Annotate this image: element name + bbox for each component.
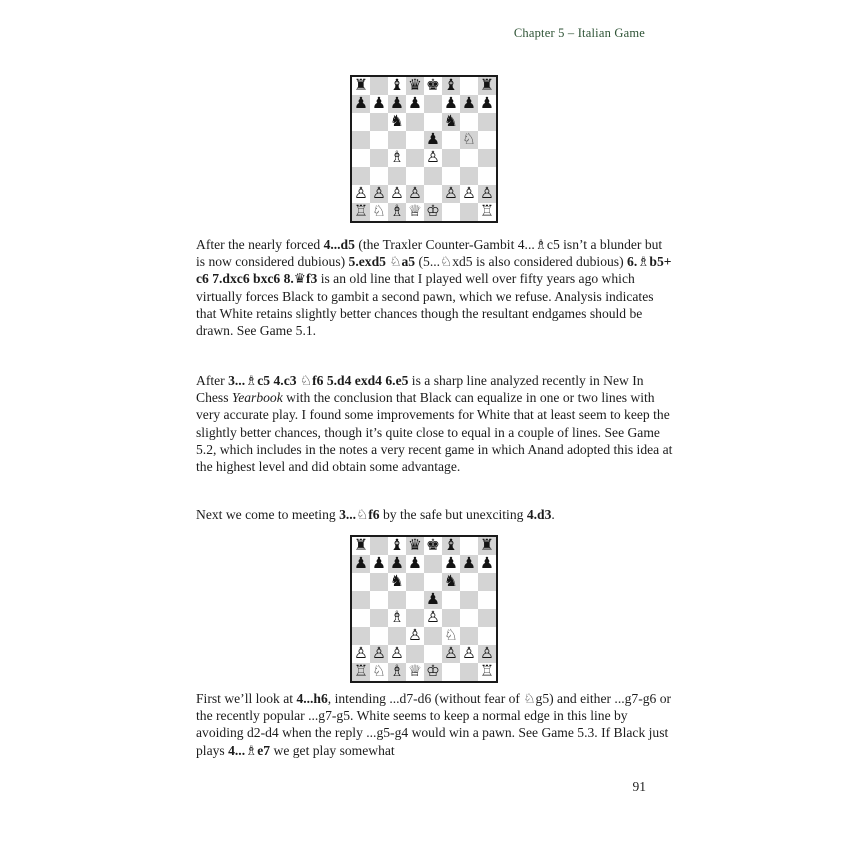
square-e7: [424, 95, 442, 113]
body-text: After: [196, 373, 229, 388]
square-a4: [352, 609, 370, 627]
white-bishop-icon: ♗: [390, 202, 404, 221]
body-text: , intending ...d7-d6 (without fear of ♘g5) and either ...g7-g6 or the recently popular ...g7-g5. White seems to keep a normal edge in this line by avoiding d2-d4 when the reply ...g5-g4 would win a pawn. See Game 5.3. If Black just plays: [196, 691, 672, 758]
square-h4: [478, 609, 496, 627]
square-e2: [424, 645, 442, 663]
square-a8: [352, 77, 370, 95]
white-rook-icon: ♖: [480, 662, 494, 681]
paragraph-4h6-game-5-3: [196, 690, 674, 759]
black-bishop-icon: ♝: [444, 76, 458, 95]
italic-text: Yearbook: [231, 390, 283, 406]
black-pawn-icon: ♟: [408, 554, 422, 573]
black-rook-icon: ♜: [354, 76, 368, 95]
body-text: Next we come to meeting: [196, 507, 340, 522]
white-pawn-icon: ♙: [462, 644, 476, 663]
square-e4: [424, 149, 442, 167]
move-notation: 6.♗b5+ c6 7.dxc6 bxc6 8.♛f3: [196, 254, 672, 287]
square-d8: [406, 77, 424, 95]
body-text: .: [551, 507, 555, 522]
square-c7: [388, 95, 406, 113]
white-pawn-icon: ♙: [408, 626, 422, 645]
square-e6: [424, 573, 442, 591]
square-f5: [442, 131, 460, 149]
square-b6: [370, 113, 388, 131]
black-pawn-icon: ♟: [480, 554, 494, 573]
square-c1: [388, 663, 406, 681]
square-e1: [424, 203, 442, 221]
square-h8: [478, 77, 496, 95]
white-pawn-icon: ♙: [480, 184, 494, 203]
square-d8: [406, 537, 424, 555]
square-d6: [406, 573, 424, 591]
square-a6: [352, 573, 370, 591]
square-d6: [406, 113, 424, 131]
square-e7: [424, 555, 442, 573]
square-c1: [388, 203, 406, 221]
square-b4: [370, 149, 388, 167]
black-pawn-icon: ♟: [372, 94, 386, 113]
white-pawn-icon: ♙: [480, 644, 494, 663]
white-knight-icon: ♘: [372, 662, 386, 681]
black-pawn-icon: ♟: [354, 554, 368, 573]
square-b5: [370, 591, 388, 609]
white-pawn-icon: ♙: [372, 644, 386, 663]
white-bishop-icon: ♗: [390, 608, 404, 627]
square-a2: [352, 185, 370, 203]
square-b6: [370, 573, 388, 591]
square-a8: [352, 537, 370, 555]
square-f8: [442, 77, 460, 95]
square-b5: [370, 131, 388, 149]
square-g1: [460, 203, 478, 221]
square-c8: [388, 77, 406, 95]
move-notation: 5.exd5 ♘a5: [348, 254, 416, 270]
square-h4: [478, 149, 496, 167]
body-text: First we’ll look at: [196, 691, 297, 706]
black-rook-icon: ♜: [354, 536, 368, 555]
square-a1: [352, 203, 370, 221]
black-bishop-icon: ♝: [444, 536, 458, 555]
square-a7: [352, 95, 370, 113]
square-g6: [460, 573, 478, 591]
square-a3: [352, 167, 370, 185]
square-b1: [370, 203, 388, 221]
white-pawn-icon: ♙: [426, 608, 440, 627]
black-pawn-icon: ♟: [462, 554, 476, 573]
white-pawn-icon: ♙: [444, 184, 458, 203]
black-king-icon: ♚: [426, 536, 440, 555]
square-b2: [370, 645, 388, 663]
square-c8: [388, 537, 406, 555]
chess-diagram-top: [350, 75, 498, 223]
move-notation: 4.d3: [526, 507, 552, 522]
square-b8: [370, 537, 388, 555]
square-e4: [424, 609, 442, 627]
square-d5: [406, 591, 424, 609]
square-e5: [424, 131, 442, 149]
white-pawn-icon: ♙: [354, 644, 368, 663]
white-pawn-icon: ♙: [390, 184, 404, 203]
white-pawn-icon: ♙: [372, 184, 386, 203]
black-knight-icon: ♞: [390, 572, 404, 591]
black-rook-icon: ♜: [480, 536, 494, 555]
black-pawn-icon: ♟: [444, 94, 458, 113]
white-queen-icon: ♕: [408, 662, 422, 681]
black-rook-icon: ♜: [480, 76, 494, 95]
square-c6: [388, 113, 406, 131]
black-pawn-icon: ♟: [444, 554, 458, 573]
square-d7: [406, 95, 424, 113]
square-h3: [478, 167, 496, 185]
page-number: 91: [632, 779, 646, 794]
white-rook-icon: ♖: [480, 202, 494, 221]
square-h2: [478, 645, 496, 663]
black-knight-icon: ♞: [444, 112, 458, 131]
square-h5: [478, 131, 496, 149]
square-a5: [352, 131, 370, 149]
move-notation: 3...♘f6: [339, 507, 380, 522]
white-king-icon: ♔: [426, 662, 440, 681]
white-pawn-icon: ♙: [354, 184, 368, 203]
square-d3: [406, 167, 424, 185]
square-a3: [352, 627, 370, 645]
black-bishop-icon: ♝: [390, 536, 404, 555]
move-notation: 4...h6: [296, 691, 328, 706]
square-g3: [460, 627, 478, 645]
square-a4: [352, 149, 370, 167]
square-g8: [460, 77, 478, 95]
square-a2: [352, 645, 370, 663]
square-g4: [460, 149, 478, 167]
white-pawn-icon: ♙: [444, 644, 458, 663]
square-c3: [388, 627, 406, 645]
black-king-icon: ♚: [426, 76, 440, 95]
move-notation: 4...d5: [323, 237, 355, 252]
body-text: After the nearly forced: [196, 237, 324, 252]
square-d2: [406, 645, 424, 663]
square-d3: [406, 627, 424, 645]
square-g6: [460, 113, 478, 131]
body-text: is a sharp line analyzed recently in New In Chess: [196, 373, 644, 406]
black-pawn-icon: ♟: [390, 554, 404, 573]
square-b3: [370, 627, 388, 645]
square-e5: [424, 591, 442, 609]
square-c4: [388, 149, 406, 167]
square-e8: [424, 537, 442, 555]
square-f4: [442, 609, 460, 627]
square-b7: [370, 555, 388, 573]
black-bishop-icon: ♝: [390, 76, 404, 95]
black-pawn-icon: ♟: [426, 590, 440, 609]
square-c2: [388, 185, 406, 203]
square-g5: [460, 131, 478, 149]
square-a6: [352, 113, 370, 131]
white-king-icon: ♔: [426, 202, 440, 221]
paragraph-traxler-game-5-1: [196, 236, 674, 339]
square-f2: [442, 645, 460, 663]
square-g5: [460, 591, 478, 609]
square-g7: [460, 555, 478, 573]
move-notation: 4...♗e7: [228, 742, 271, 758]
black-pawn-icon: ♟: [354, 94, 368, 113]
white-pawn-icon: ♙: [426, 148, 440, 167]
square-h7: [478, 95, 496, 113]
black-pawn-icon: ♟: [462, 94, 476, 113]
square-h2: [478, 185, 496, 203]
black-knight-icon: ♞: [444, 572, 458, 591]
square-e1: [424, 663, 442, 681]
square-e3: [424, 627, 442, 645]
square-f6: [442, 573, 460, 591]
square-b7: [370, 95, 388, 113]
square-b1: [370, 663, 388, 681]
black-queen-icon: ♛: [408, 76, 422, 95]
white-queen-icon: ♕: [408, 202, 422, 221]
square-d1: [406, 203, 424, 221]
square-e3: [424, 167, 442, 185]
square-c3: [388, 167, 406, 185]
square-g2: [460, 185, 478, 203]
square-e2: [424, 185, 442, 203]
running-header: Chapter 5 – Italian Game: [513, 26, 645, 40]
chess-diagram-bottom: [350, 535, 498, 683]
square-f7: [442, 95, 460, 113]
white-knight-icon: ♘: [444, 626, 458, 645]
square-c5: [388, 131, 406, 149]
white-pawn-icon: ♙: [390, 644, 404, 663]
square-d1: [406, 663, 424, 681]
square-h5: [478, 591, 496, 609]
body-text: with the conclusion that Black can equalize in one or two lines with very accurate play. I found some improvements for White that at least seem to keep the slightly better chances, though it’s quite close to equal in a couple of lines. See Game 5.2, which includes in the notes a very recent game in which Anand adopted this idea at the highest level and did obtain some advantage.: [196, 390, 673, 475]
white-bishop-icon: ♗: [390, 662, 404, 681]
black-pawn-icon: ♟: [480, 94, 494, 113]
body-text: we get play somewhat: [270, 742, 395, 758]
black-pawn-icon: ♟: [426, 130, 440, 149]
black-pawn-icon: ♟: [408, 94, 422, 113]
square-e8: [424, 77, 442, 95]
square-d2: [406, 185, 424, 203]
body-text: (the Traxler Counter-Gambit 4...♗c5 isn’t a blunder but is now considered dubious): [196, 237, 663, 270]
square-h3: [478, 627, 496, 645]
square-h7: [478, 555, 496, 573]
square-f6: [442, 113, 460, 131]
black-knight-icon: ♞: [390, 112, 404, 131]
square-e6: [424, 113, 442, 131]
square-g8: [460, 537, 478, 555]
square-g3: [460, 167, 478, 185]
body-text: is an old line that I played well over fifty years ago which virtually forces Black to gambit a second pawn, which we refuse. Analysis indicates that White retains slightly better chances though the resultant endgames should be drawn. See Game 5.1.: [196, 271, 654, 339]
square-h6: [478, 113, 496, 131]
black-queen-icon: ♛: [408, 536, 422, 555]
square-a7: [352, 555, 370, 573]
square-f4: [442, 149, 460, 167]
square-c4: [388, 609, 406, 627]
white-pawn-icon: ♙: [462, 184, 476, 203]
square-h1: [478, 663, 496, 681]
square-d7: [406, 555, 424, 573]
square-g7: [460, 95, 478, 113]
square-b3: [370, 167, 388, 185]
square-h6: [478, 573, 496, 591]
white-bishop-icon: ♗: [390, 148, 404, 167]
black-pawn-icon: ♟: [390, 94, 404, 113]
square-c5: [388, 591, 406, 609]
square-f3: [442, 167, 460, 185]
square-f1: [442, 663, 460, 681]
square-g2: [460, 645, 478, 663]
body-text: (5...♘xd5 is also considered dubious): [415, 254, 628, 270]
square-b4: [370, 609, 388, 627]
square-a1: [352, 663, 370, 681]
white-rook-icon: ♖: [354, 662, 368, 681]
paragraph-next-4d3: [196, 506, 674, 523]
square-c2: [388, 645, 406, 663]
square-d4: [406, 609, 424, 627]
square-a5: [352, 591, 370, 609]
square-f7: [442, 555, 460, 573]
white-knight-icon: ♘: [462, 130, 476, 149]
square-f5: [442, 591, 460, 609]
square-c7: [388, 555, 406, 573]
square-g1: [460, 663, 478, 681]
square-d5: [406, 131, 424, 149]
move-notation: 3...♗c5 4.c3 ♘f6 5.d4 exd4 6.e5: [228, 373, 409, 388]
square-c6: [388, 573, 406, 591]
white-rook-icon: ♖: [354, 202, 368, 221]
square-f3: [442, 627, 460, 645]
black-pawn-icon: ♟: [372, 554, 386, 573]
square-b2: [370, 185, 388, 203]
square-g4: [460, 609, 478, 627]
white-knight-icon: ♘: [372, 202, 386, 221]
square-f8: [442, 537, 460, 555]
square-d4: [406, 149, 424, 167]
square-h1: [478, 203, 496, 221]
square-b8: [370, 77, 388, 95]
paragraph-yearbook-game-5-2: [196, 372, 674, 475]
square-f2: [442, 185, 460, 203]
square-f1: [442, 203, 460, 221]
body-text: by the safe but unexciting: [379, 507, 527, 522]
white-pawn-icon: ♙: [408, 184, 422, 203]
square-h8: [478, 537, 496, 555]
